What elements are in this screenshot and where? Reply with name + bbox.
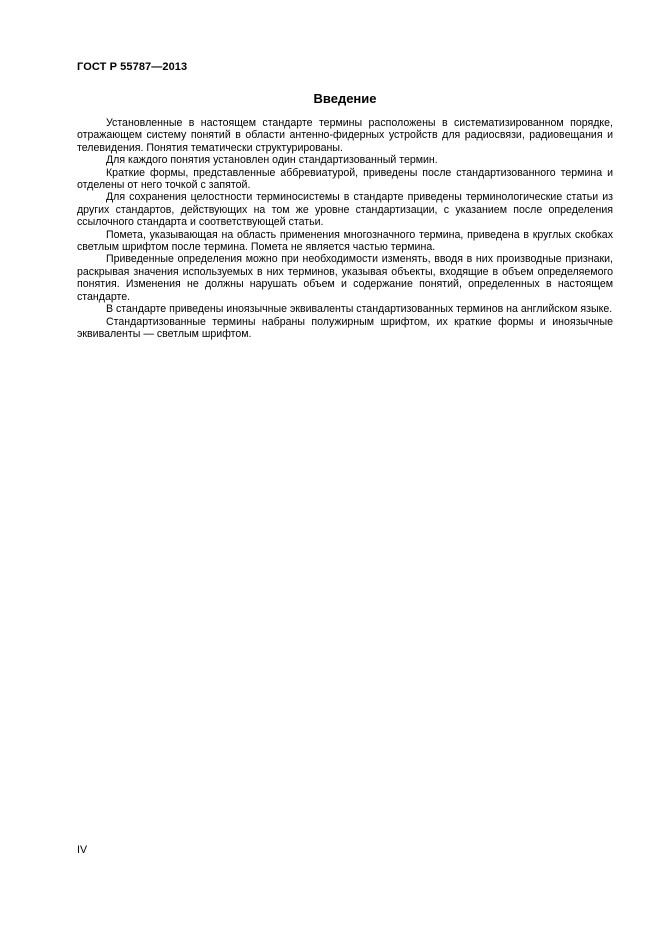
paragraph: Краткие формы, представленные аббревиатурой, приведены после стандартизованного термина и отделены от него точкой с запятой. [77, 166, 613, 192]
paragraph: Стандартизованные термины набраны полужирным шрифтом, их краткие формы и иноязычные эквиваленты — светлым шрифтом. [77, 315, 613, 340]
paragraph: Для сохранения целостности терминосистемы в стандарте приведены терминологические статьи из других стандартов, действующих на том же уровне стандартизации, с указанием после определения ссылочного стандарта и соответствующей статьи. [77, 191, 613, 229]
paragraph: Помета, указывающая на область применения многозначного термина, приведена в круглых скобках светлым шрифтом после термина. Помета не является частью термина. [77, 228, 613, 254]
introduction-body [77, 117, 613, 340]
paragraph: В стандарте приведены иноязычные эквиваленты стандартизованных терминов на английском языке. [106, 303, 613, 316]
section-title: Введение [313, 91, 377, 106]
page-number: IV [77, 844, 88, 856]
paragraph: Приведенные определения можно при необходимости изменять, вводя в них производные признаки, раскрывая значения используемых в них терминов, указывая объекты, входящие в объем определяемого понятия. Изменения не должны нарушать объем и содержание понятий, определенных в настоящем стандарте. [77, 253, 613, 303]
document-code-header: ГОСТ Р 55787—2013 [77, 61, 188, 73]
paragraph: Установленные в настоящем стандарте термины расположены в систематизированном порядке, отражающем систему понятий в области антенно-фидерных устройств для радиосвязи, радиовещания и телевидения. Понятия тематически структурированы. [77, 117, 613, 154]
paragraph: Для каждого понятия установлен один стандартизованный термин. [106, 154, 438, 167]
